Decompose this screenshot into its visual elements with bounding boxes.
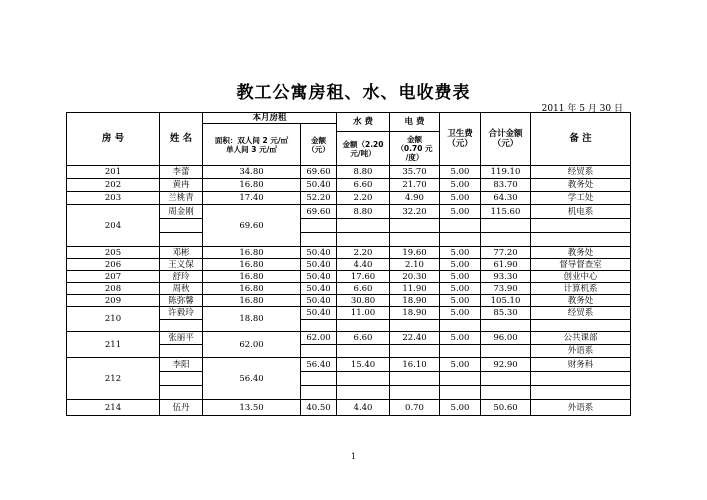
cell-total: 92.90 [481, 358, 531, 372]
fee-table [66, 112, 631, 416]
cell-water: 30.80 [337, 295, 390, 307]
cell-room: 211 [67, 332, 160, 358]
cell-area: 16.80 [203, 179, 301, 192]
cell-total: 83.70 [481, 179, 531, 192]
cell-name: 王义保 [160, 259, 203, 271]
cell-water: 4.40 [337, 400, 390, 416]
cell-total: 115.60 [481, 205, 531, 219]
cell-rent: 56.40 [301, 358, 337, 372]
cell-hygiene: 5.00 [440, 271, 481, 283]
cell-room: 210 [67, 307, 160, 332]
cell-hygiene: 5.00 [440, 192, 481, 205]
header-rent-amount: 金额 （元） [301, 124, 337, 166]
table-row [67, 307, 631, 320]
cell-hygiene: 5.00 [440, 259, 481, 271]
cell-name: 陈弥馨 [160, 295, 203, 307]
cell-name: 周金刚 [160, 205, 203, 219]
cell-elec: 22.40 [390, 332, 440, 345]
cell-room: 203 [67, 192, 160, 205]
table-row [67, 259, 631, 271]
cell-hygiene: 5.00 [440, 166, 481, 179]
cell-total: 96.00 [481, 332, 531, 345]
cell-elec: 4.90 [390, 192, 440, 205]
cell-name: 舒玲 [160, 271, 203, 283]
cell-total: 119.10 [481, 166, 531, 179]
table-row [67, 332, 631, 345]
header-elec-amount: 金额 （0.70 元 /度） [390, 132, 440, 166]
header-hygiene: 卫生费 （元） [440, 113, 481, 166]
cell-rent: 50.40 [301, 295, 337, 307]
cell-remark: 创业中心 [531, 271, 631, 283]
cell-remark: 计算机系 [531, 283, 631, 295]
header-rent: 本月房租 [203, 113, 337, 124]
cell-area: 34.80 [203, 166, 301, 179]
page-number: 1 [350, 452, 357, 461]
cell-area: 16.80 [203, 295, 301, 307]
cell-hygiene: 5.00 [440, 307, 481, 320]
cell-hygiene: 5.00 [440, 205, 481, 219]
cell-elec: 2.10 [390, 259, 440, 271]
cell-hygiene: 5.00 [440, 332, 481, 345]
table-row [67, 271, 631, 283]
table-row [67, 358, 631, 372]
cell-room: 202 [67, 179, 160, 192]
cell-area: 62.00 [203, 332, 301, 358]
cell-elec: 20.30 [390, 271, 440, 283]
table-row [67, 179, 631, 192]
cell-water: 2.20 [337, 192, 390, 205]
cell-name: 张丽平 [160, 332, 203, 345]
cell-rent: 50.40 [301, 179, 337, 192]
header-name: 姓 名 [160, 113, 203, 166]
header-elec: 电 费 [390, 113, 440, 132]
cell-rent: 50.40 [301, 271, 337, 283]
cell-room: 201 [67, 166, 160, 179]
cell-elec: 0.70 [390, 400, 440, 416]
cell-water: 4.40 [337, 259, 390, 271]
cell-remark: 公共课部 [531, 332, 631, 345]
cell-hygiene: 5.00 [440, 358, 481, 372]
cell-hygiene: 5.00 [440, 247, 481, 259]
cell-remark: 经贸系 [531, 166, 631, 179]
cell-rent: 69.60 [301, 166, 337, 179]
cell-hygiene: 5.00 [440, 283, 481, 295]
cell-remark: 财务科 [531, 358, 631, 372]
cell-elec: 18.90 [390, 295, 440, 307]
cell-remark: 教务处 [531, 179, 631, 192]
cell-remark: 教务处 [531, 247, 631, 259]
cell-room: 209 [67, 295, 160, 307]
cell-name: 兰桃青 [160, 192, 203, 205]
cell-total: 105.10 [481, 295, 531, 307]
cell-rent: 52.20 [301, 192, 337, 205]
header-water-amount: 金额（2.20 元/吨） [337, 132, 390, 166]
cell-hygiene: 5.00 [440, 179, 481, 192]
cell-elec: 21.70 [390, 179, 440, 192]
cell-area: 16.80 [203, 271, 301, 283]
cell-remark: 学工处 [531, 192, 631, 205]
cell-hygiene: 5.00 [440, 295, 481, 307]
cell-total: 77.20 [481, 247, 531, 259]
cell-rent: 69.60 [301, 205, 337, 219]
cell-water: 6.60 [337, 332, 390, 345]
table-row [67, 205, 631, 219]
cell-area: 69.60 [203, 205, 301, 247]
cell-remark: 经贸系 [531, 307, 631, 320]
cell-elec: 16.10 [390, 358, 440, 372]
cell-water: 17.60 [337, 271, 390, 283]
cell-name: 许毅玲 [160, 307, 203, 320]
header-total: 合计金额 （元） [481, 113, 531, 166]
cell-remark: 外语系 [531, 345, 631, 358]
cell-water: 6.60 [337, 283, 390, 295]
table-row [67, 283, 631, 295]
cell-room: 204 [67, 205, 160, 247]
cell-area: 17.40 [203, 192, 301, 205]
cell-rent: 50.40 [301, 283, 337, 295]
cell-name: 李蕾 [160, 166, 203, 179]
cell-remark: 机电系 [531, 205, 631, 219]
cell-water: 11.00 [337, 307, 390, 320]
cell-area: 18.80 [203, 307, 301, 332]
cell-water: 8.80 [337, 166, 390, 179]
cell-room: 205 [67, 247, 160, 259]
cell-rent: 40.50 [301, 400, 337, 416]
cell-name: 伍丹 [160, 400, 203, 416]
cell-elec: 11.90 [390, 283, 440, 295]
cell-total: 61.90 [481, 259, 531, 271]
header-water: 水 费 [337, 113, 390, 132]
cell-water: 6.60 [337, 179, 390, 192]
cell-area: 16.80 [203, 247, 301, 259]
page-title: 教工公寓房租、水、电收费表 [236, 83, 471, 103]
cell-room: 207 [67, 271, 160, 283]
cell-elec: 18.90 [390, 307, 440, 320]
cell-remark: 外语系 [531, 400, 631, 416]
table-row [67, 400, 631, 416]
cell-water: 8.80 [337, 205, 390, 219]
cell-hygiene: 5.00 [440, 400, 481, 416]
date-line: 2011 年 5 月 30 日 [541, 104, 623, 114]
cell-area: 16.80 [203, 283, 301, 295]
cell-room: 212 [67, 358, 160, 400]
cell-water: 15.40 [337, 358, 390, 372]
cell-room: 206 [67, 259, 160, 271]
cell-area: 56.40 [203, 358, 301, 400]
cell-name: 黄冉 [160, 179, 203, 192]
cell-remark: 教务处 [531, 295, 631, 307]
cell-area: 13.50 [203, 400, 301, 416]
table-row [67, 247, 631, 259]
cell-total: 64.30 [481, 192, 531, 205]
cell-elec: 19.60 [390, 247, 440, 259]
cell-total: 50.60 [481, 400, 531, 416]
cell-name: 李阳 [160, 358, 203, 372]
cell-area: 16.80 [203, 259, 301, 271]
header-area: 面积：双人间 2 元/㎡ 单人间 3 元/㎡ [203, 124, 301, 166]
cell-elec: 32.20 [390, 205, 440, 219]
cell-room: 208 [67, 283, 160, 295]
cell-elec: 35.70 [390, 166, 440, 179]
cell-rent: 50.40 [301, 307, 337, 320]
cell-name: 周秋 [160, 283, 203, 295]
table-row [67, 166, 631, 179]
cell-room: 214 [67, 400, 160, 416]
cell-name: 邓彬 [160, 247, 203, 259]
cell-total: 73.90 [481, 283, 531, 295]
cell-rent: 50.40 [301, 259, 337, 271]
table-row [67, 192, 631, 205]
cell-total: 93.30 [481, 271, 531, 283]
cell-rent: 50.40 [301, 247, 337, 259]
cell-rent: 62.00 [301, 332, 337, 345]
header-room: 房 号 [67, 113, 160, 166]
header-remark: 备 注 [531, 113, 631, 166]
table-row [67, 295, 631, 307]
cell-remark: 督导督查室 [531, 259, 631, 271]
cell-total: 85.30 [481, 307, 531, 320]
cell-water: 2.20 [337, 247, 390, 259]
